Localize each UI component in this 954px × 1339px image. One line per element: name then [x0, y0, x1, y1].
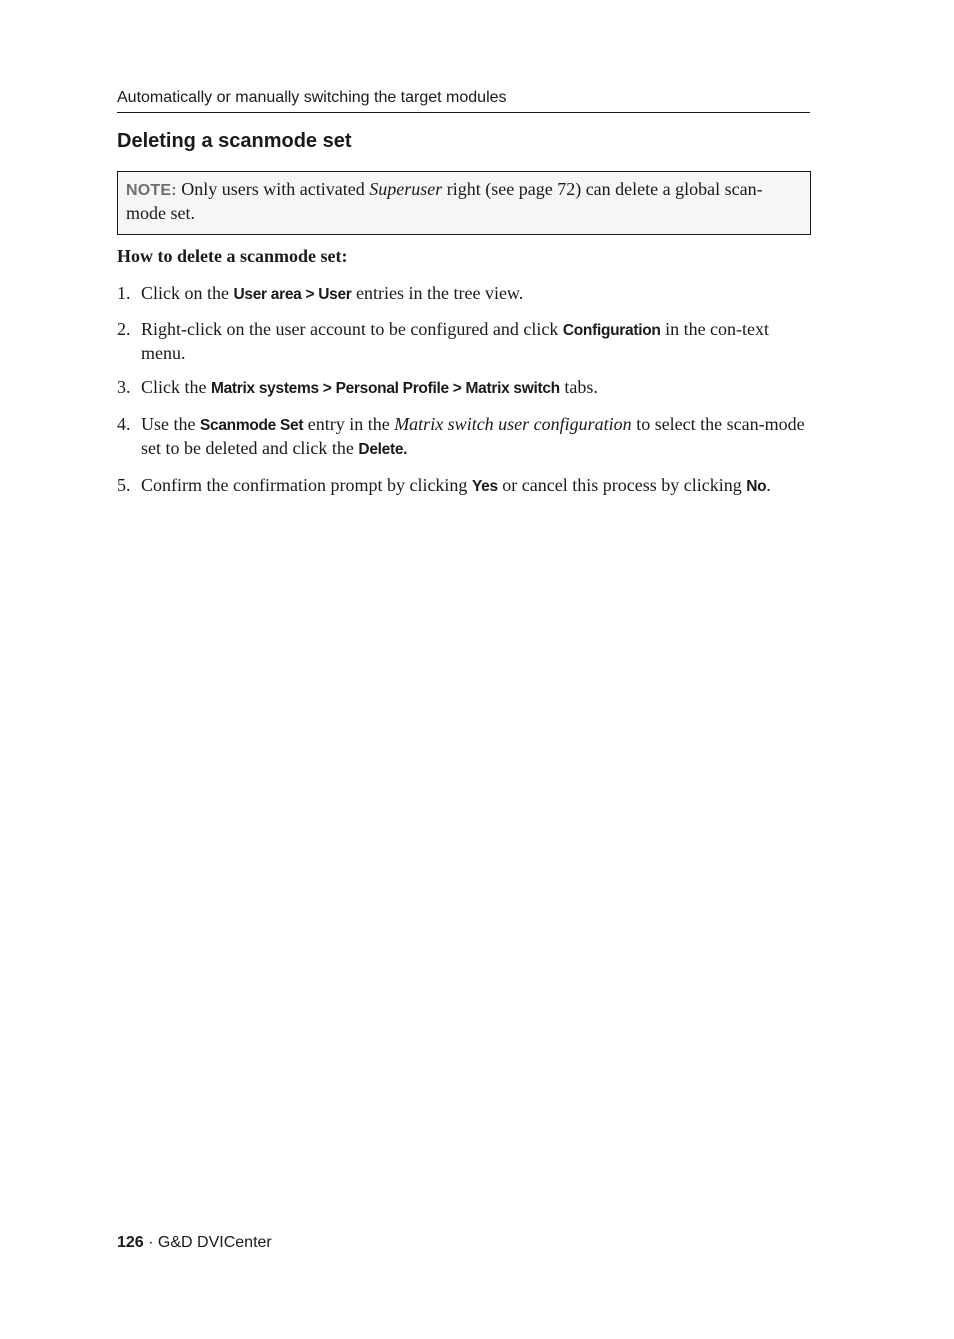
page-number: 126	[117, 1234, 144, 1251]
list-item	[117, 282, 811, 306]
step-text: Right-click on the user account to be configured and click	[141, 319, 563, 339]
step-text: to select the scan-mode set to be deleted and click the	[141, 414, 805, 458]
step-text: Use the	[141, 414, 200, 434]
step-text: entry in the	[303, 414, 395, 434]
list-item	[117, 376, 811, 400]
page-footer	[117, 1234, 272, 1252]
ui-reference: Configuration	[562, 322, 661, 339]
ui-reference: Scanmode Set	[199, 417, 304, 434]
note-box	[117, 171, 811, 235]
ui-reference: Delete.	[358, 441, 408, 458]
step-number: 5.	[117, 475, 131, 495]
steps-list	[117, 282, 811, 498]
note-text-2: right (see page 72) can delete a global scan-mode set.	[126, 179, 763, 223]
ui-reference: No	[746, 478, 767, 495]
header-rule	[117, 112, 810, 113]
note-label: NOTE:	[126, 182, 177, 199]
step-text: tabs.	[559, 377, 598, 397]
step-text: Click the	[141, 377, 211, 397]
ui-reference: User area > User	[233, 286, 352, 303]
step-number: 2.	[117, 319, 131, 339]
step-text: Confirm the confirmation prompt by clicking	[141, 475, 472, 495]
step-number: 3.	[117, 377, 131, 397]
list-item	[117, 318, 811, 364]
section-title: Deleting a scanmode set	[117, 130, 352, 152]
note-superuser: Superuser	[369, 179, 443, 199]
running-header: Automatically or manually switching the target modules	[117, 89, 507, 106]
step-text: or cancel this process by clicking	[497, 475, 747, 495]
product-name: G&D DVICenter	[157, 1234, 272, 1251]
step-text: Click on the	[141, 283, 234, 303]
ui-reference: Matrix systems > Personal Profile > Matrix switch	[211, 380, 560, 397]
step-number: 4.	[117, 414, 131, 434]
step-text: .	[766, 475, 771, 495]
list-item	[117, 474, 811, 498]
step-text: in the con-text menu.	[141, 319, 770, 363]
step-text: entries in the tree view.	[351, 283, 524, 303]
ui-reference: Yes	[471, 478, 498, 495]
howto-heading: How to delete a scanmode set:	[117, 246, 348, 266]
list-item	[117, 413, 811, 461]
footer-separator: ·	[143, 1234, 158, 1251]
dialog-reference: Matrix switch user configuration	[394, 414, 632, 434]
note-text-1: Only users with activated	[176, 179, 370, 199]
step-number: 1.	[117, 283, 131, 303]
